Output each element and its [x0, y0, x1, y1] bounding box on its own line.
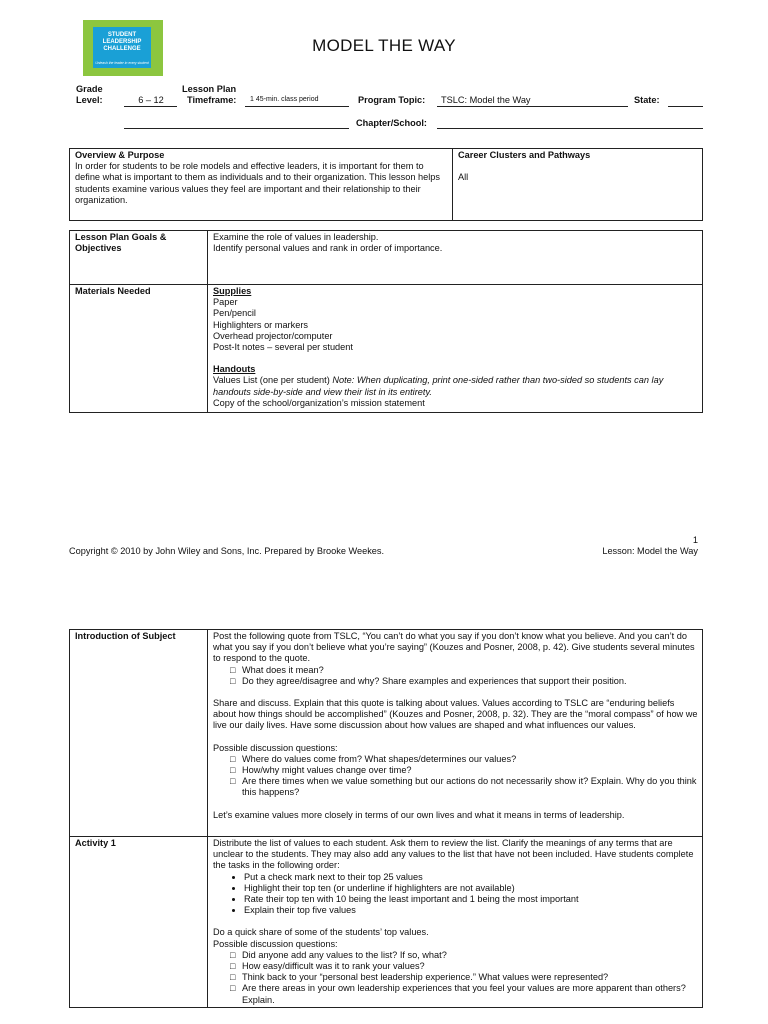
- list-item: □ Think back to your “personal best leadership experience.” What values were represented?: [230, 972, 698, 983]
- handout-item: [213, 375, 698, 397]
- program-topic-underline: [437, 106, 628, 107]
- timeframe-underline: [245, 106, 349, 107]
- introduction-question-list: [213, 665, 698, 687]
- overview-heading: Overview & Purpose: [75, 150, 165, 160]
- overview-table: [69, 148, 703, 221]
- list-item: • Put a check mark next to their top 25 values: [244, 872, 698, 883]
- list-item: • Rate their top ten with 10 being the least important and 1 being the most important: [244, 894, 698, 905]
- grade-label-line-2: Level:: [76, 95, 103, 106]
- introduction-paragraph: Let’s examine values more closely in terms of our own lives and what it means in terms of leadership.: [213, 809, 625, 820]
- materials-heading: Materials Needed: [70, 285, 208, 413]
- page-number: 1: [692, 535, 698, 545]
- lesson-steps-table: [69, 629, 703, 1008]
- supply-item: Highlighters or markers: [213, 319, 308, 330]
- list-item: □ What does it mean?: [230, 665, 698, 676]
- logo-tagline: Unleash the leader in every student: [95, 61, 149, 65]
- supply-item: Overhead projector/computer: [213, 330, 333, 341]
- introduction-paragraph: Post the following quote from TSLC, “You can’t do what you say if you don’t know what you believe. And you can’t do what you say if you don’t believe what you’re saying” (Kouzes and Posner, 2008, p. 42). Give students several minutes to respond to the quote.: [213, 631, 695, 664]
- goal-item: Examine the role of values in leadership.: [213, 232, 379, 242]
- goal-item: Identify personal values and rank in order of importance.: [213, 243, 443, 254]
- grade-label: [76, 84, 103, 106]
- introduction-paragraph: Share and discuss. Explain that this quote is talking about values. Values according to TSLC are “enduring beliefs about how things should be accomplished” (Kouzes and Posner, 2008, p. 32). They are the “moral compass” of how we live our daily lives. Have some discussion about how values are shaped and what influences our values.: [213, 698, 698, 731]
- list-item: □ Did anyone add any values to the list? If so, what?: [230, 950, 698, 961]
- document-title: MODEL THE WAY: [312, 36, 456, 55]
- handouts-heading: Handouts: [213, 364, 256, 375]
- timeframe-label: [182, 84, 236, 106]
- activity-paragraph: Distribute the list of values to each student. Ask them to review the list. Clarify the meanings of any terms that are unclear to the students. They may also add any values to the list that have not been included. Have students complete the tasks in the following order:: [213, 838, 694, 871]
- activity-steps-list: [213, 872, 698, 917]
- introduction-heading: Introduction of Subject: [70, 630, 208, 837]
- supplies-heading: Supplies: [213, 286, 252, 296]
- career-clusters-heading: Career Clusters and Pathways: [458, 150, 591, 160]
- goals-cell: [208, 231, 703, 285]
- grade-underline: [124, 106, 177, 107]
- career-clusters-value: All: [458, 172, 469, 183]
- list-item: • Explain their top five values: [244, 905, 698, 916]
- career-clusters-cell: [453, 149, 703, 221]
- list-item: □ Where do values come from? What shapes/determines our values?: [230, 754, 698, 765]
- list-item: • Highlight their top ten (or underline if highlighters are not available): [244, 883, 698, 894]
- activity-1-heading: Activity 1: [70, 837, 208, 1008]
- activity-1-cell: [208, 837, 703, 1008]
- list-item: □ How easy/difficult was it to rank your values?: [230, 961, 698, 972]
- timeframe-value: 1 45-min. class period: [250, 96, 319, 103]
- supply-item: Paper: [213, 297, 238, 308]
- program-topic-value: TSLC: Model the Way: [441, 95, 531, 105]
- grade-value: 6 – 12: [138, 95, 164, 105]
- handout-note: Note: When duplicating, print one-sided rather than two-sided so students can lay handouts side-by-side and view their list in its entirety.: [213, 375, 664, 397]
- activity-paragraph: Possible discussion questions:: [213, 938, 338, 949]
- program-topic-label: Program Topic:: [358, 95, 426, 105]
- discussion-question-list: [213, 754, 698, 799]
- timeframe-label-line-2: Timeframe:: [187, 95, 237, 106]
- introduction-paragraph: Possible discussion questions:: [213, 742, 338, 753]
- overview-cell: [70, 149, 453, 221]
- supply-item: Pen/pencil: [213, 308, 256, 319]
- goals-materials-table: [69, 230, 703, 413]
- activity-paragraph: Do a quick share of some of the students’ top values.: [213, 927, 429, 938]
- chapter-school-label: Chapter/School:: [356, 118, 427, 128]
- handout-item: Copy of the school/organization’s mission statement: [213, 397, 425, 408]
- overview-text: In order for students to be role models and effective leaders, it is important for them to define what is important to them as individuals and to their organization. This lesson helps students examine various values they feel are important and their relationship to their organization.: [75, 161, 440, 205]
- lesson-label: Lesson: Model the Way: [602, 546, 698, 556]
- state-label: State:: [634, 95, 660, 105]
- list-item: □ How/why might values change over time?: [230, 765, 698, 776]
- list-item: □ Are there areas in your own leadership experiences that you feel your values are more apparent than others? Explain.: [230, 983, 698, 1005]
- logo-line-2: LEADERSHIP: [102, 39, 142, 45]
- timeframe-label-line-1: Lesson Plan: [182, 84, 237, 94]
- logo-line-1: STUDENT: [107, 32, 137, 38]
- materials-cell: [208, 285, 703, 413]
- list-item: □ Do they agree/disagree and why? Share examples and experiences that support their position.: [230, 676, 698, 687]
- chapter-school-underline: [437, 128, 703, 129]
- supply-item: Post-It notes – several per student: [213, 342, 353, 353]
- list-item: □ Are there times when we value something but our actions do not necessarily show it? Explain. Why do you think this happens?: [230, 776, 698, 798]
- introduction-cell: [208, 630, 703, 837]
- state-underline: [668, 106, 703, 107]
- activity-question-list: [213, 950, 698, 1006]
- logo-line-3: CHALLENGE: [103, 46, 141, 52]
- copyright-text: Copyright © 2010 by John Wiley and Sons, Inc. Prepared by Brooke Weekes.: [69, 546, 385, 556]
- grade-label-line-1: Grade: [76, 84, 103, 94]
- handout-text: Values List (one per student): [213, 375, 333, 386]
- blank-underline: [124, 128, 349, 129]
- goals-heading: Lesson Plan Goals & Objectives: [70, 231, 208, 285]
